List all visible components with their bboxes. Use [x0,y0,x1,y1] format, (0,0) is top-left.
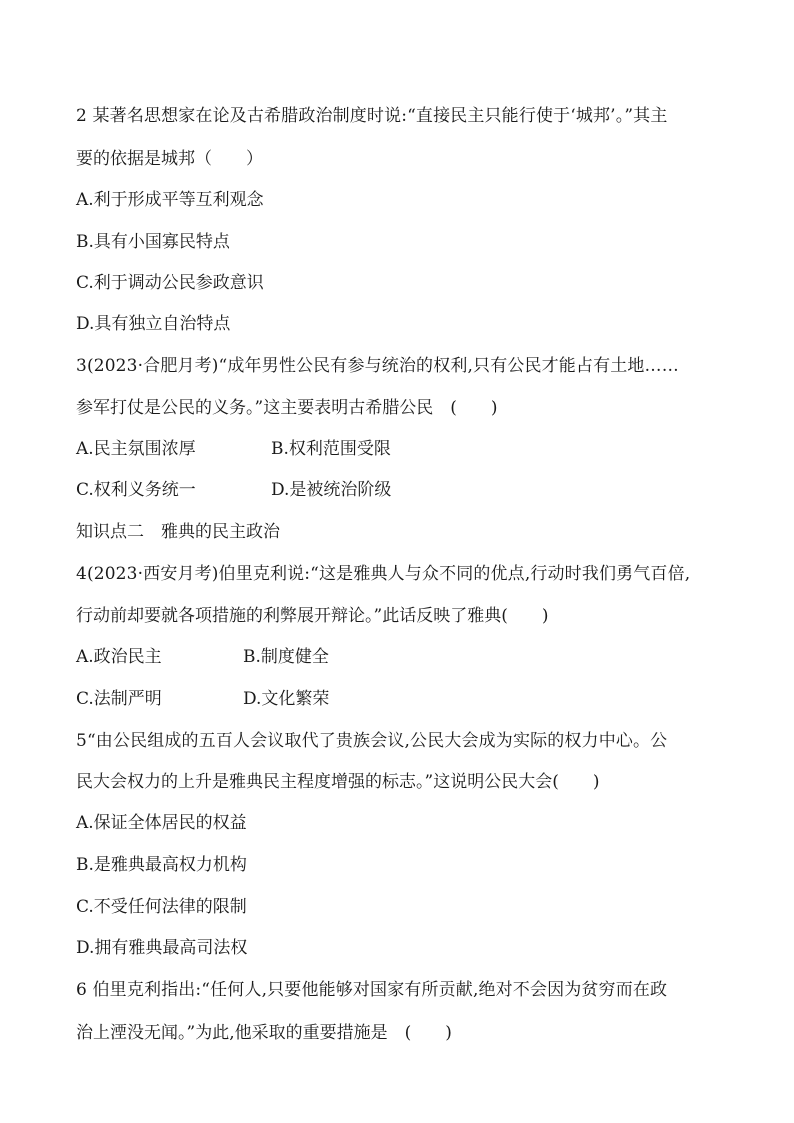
q3-stem-line1: 3(2023·合肥月考)“成年男性公民有参与统治的权利,只有公民才能占有土地…… [76,356,679,376]
q3-option-c: C.权利义务统一 [76,480,196,500]
q5-stem-line1: 5“由公民组成的五百人会议取代了贵族会议,公民大会成为实际的权力中心。公 [76,731,668,751]
q3-option-b: B.权利范围受限 [271,439,391,459]
q2-option-c: C.利于调动公民参政意识 [76,273,264,293]
q6-stem-line1: 6 伯里克利指出:“任何人,只要他能够对国家有所贡献,绝对不会因为贫穷而在政 [76,980,668,1000]
q3-option-a: A.民主氛围浓厚 [76,439,196,459]
q2-option-d: D.具有独立自治特点 [76,314,231,334]
q5-option-d: D.拥有雅典最高司法权 [76,938,248,958]
q2-option-b: B.具有小国寡民特点 [76,232,230,252]
q5-option-b: B.是雅典最高权力机构 [76,855,247,875]
q5-option-a: A.保证全体居民的权益 [76,813,247,833]
section-heading: 知识点二 雅典的民主政治 [76,522,280,542]
q2-stem-line2: 要的依据是城邦（ ） [76,149,263,169]
q5-option-c: C.不受任何法律的限制 [76,897,247,917]
q6-stem-line2: 治上湮没无闻。”为此,他采取的重要措施是 ( ) [76,1023,452,1043]
q4-option-a: A.政治民主 [76,647,162,667]
q4-option-c: C.法制严明 [76,689,162,709]
q5-stem-line2: 民大会权力的上升是雅典民主程度增强的标志。”这说明公民大会( ) [76,772,600,792]
q3-option-d: D.是被统治阶级 [271,480,392,500]
q4-stem-line2: 行动前却要就各项措施的利弊展开辩论。”此话反映了雅典( ) [76,606,549,626]
q4-stem-line1: 4(2023·西安月考)伯里克利说:“这是雅典人与众不同的优点,行动时我们勇气百倍, [76,564,691,584]
q2-option-a: A.利于形成平等互利观念 [76,190,264,210]
q4-option-d: D.文化繁荣 [243,689,330,709]
q3-stem-line2: 参军打仗是公民的义务。”这主要表明古希腊公民 ( ) [76,398,498,418]
q2-stem-line1: 2 某著名思想家在论及古希腊政治制度时说:“直接民主只能行使于‘城邦’。”其主 [76,106,668,126]
q4-option-b: B.制度健全 [243,647,329,667]
